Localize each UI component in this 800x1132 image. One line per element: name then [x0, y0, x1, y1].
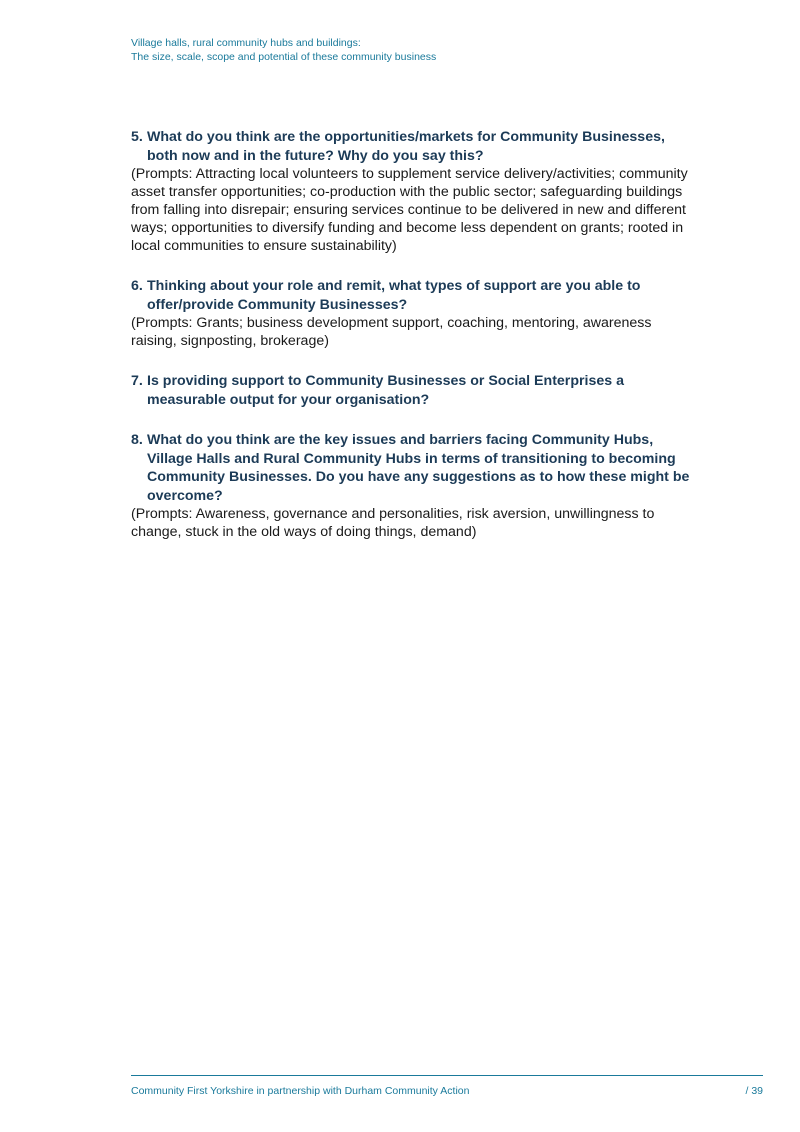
question-text: What do you think are the key issues and barriers facing Community Hubs, Village Halls and Rural Community Hubs in terms of transitioning to becoming Community Businesses. Do you have any suggestions as to how these might be overcome? [147, 432, 690, 504]
running-header [131, 36, 691, 64]
header-title-line-1: Village halls, rural community hubs and buildings: [131, 37, 361, 49]
question-number: 7. [131, 373, 143, 389]
question-heading [131, 128, 691, 165]
question-number: 6. [131, 278, 143, 294]
question-prompt: (Prompts: Attracting local volunteers to supplement service delivery/activities; community asset transfer opportunities; co-production with the public sector; safeguarding buildings from falling into disrepair; ensuring services continue to be delivered in new and different ways; opportunities to diversify funding and become less dependent on grants; rooted in local communities to ensure sustainability) [131, 166, 688, 254]
header-title-line-2: The size, scale, scope and potential of these community business [131, 51, 437, 63]
page-number: / 39 [745, 1085, 763, 1097]
question-prompt: (Prompts: Grants; business development support, coaching, mentoring, awareness raising, signposting, brokerage) [131, 315, 652, 349]
question-text: What do you think are the opportunities/markets for Community Businesses, both now and in the future? Why do you say this? [147, 129, 665, 164]
question-heading [131, 277, 691, 314]
footer-text: Community First Yorkshire in partnership with Durham Community Action [131, 1085, 470, 1097]
question-prompt: (Prompts: Awareness, governance and personalities, risk aversion, unwillingness to change, stuck in the old ways of doing things, demand) [131, 506, 655, 540]
question-6 [131, 277, 691, 350]
question-list [131, 128, 691, 563]
question-heading [131, 431, 691, 505]
question-8 [131, 431, 691, 541]
question-5 [131, 128, 691, 255]
question-heading [131, 372, 691, 409]
footer-divider [131, 1075, 763, 1076]
question-text: Thinking about your role and remit, what types of support are you able to offer/provide Community Businesses? [147, 278, 641, 313]
question-number: 8. [131, 432, 143, 448]
question-number: 5. [131, 129, 143, 145]
question-text: Is providing support to Community Businesses or Social Enterprises a measurable output for your organisation? [147, 373, 624, 408]
question-7 [131, 372, 691, 409]
